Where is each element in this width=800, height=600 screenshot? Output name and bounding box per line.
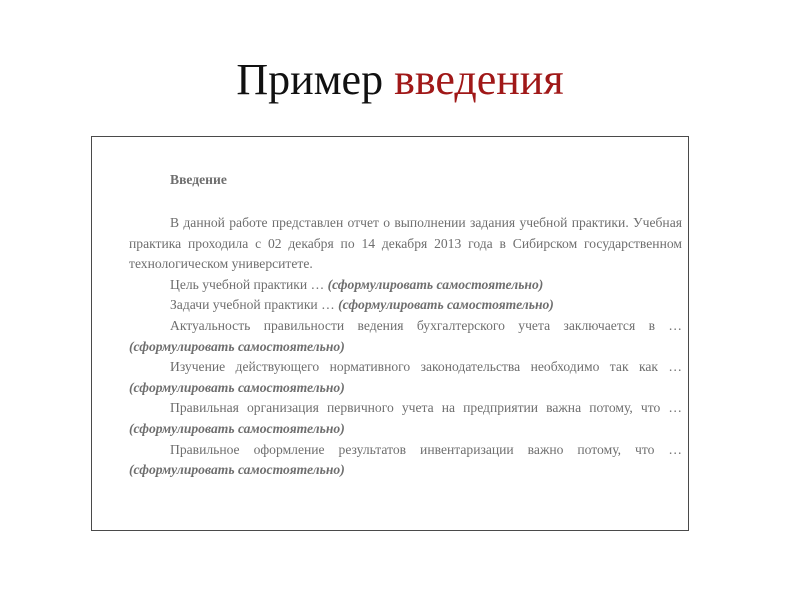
paragraph-goal [129, 275, 682, 295]
paragraph-tasks [129, 295, 682, 315]
paragraph-primary-accounting [129, 398, 682, 439]
paragraph-text: В данной работе представлен отчет о выполнении задания учебной практики. Учебная практика проходила с 02 декабря по 14 декабря 2013 года в Сибирском государственном технологическом университете. [129, 215, 682, 271]
document-frame [91, 136, 689, 531]
paragraph-intro [129, 213, 682, 274]
paragraph-text: Цель учебной практики … [170, 276, 328, 292]
paragraph-note: (сформулировать самостоятельно) [129, 338, 345, 354]
paragraph-inventory [129, 440, 682, 481]
document-heading: Введение [170, 172, 227, 187]
paragraph-note: (сформулировать самостоятельно) [338, 297, 554, 313]
slide-title-accent: введения [394, 55, 564, 104]
paragraph-legislation [129, 357, 682, 398]
document-body [129, 170, 682, 480]
paragraph-note: (сформулировать самостоятельно) [129, 420, 345, 436]
paragraph-text: Актуальность правильности ведения бухгалтерского учета заключается в … [170, 318, 682, 334]
paragraph-text: Правильная организация первичного учета на предприятии важна потому, что … [170, 400, 682, 416]
paragraph-relevance [129, 316, 682, 357]
paragraph-text: Изучение действующего нормативного законодательства необходимо так как … [170, 359, 682, 375]
paragraph-text: Задачи учебной практики … [170, 297, 339, 313]
paragraph-note: (сформулировать самостоятельно) [327, 276, 544, 292]
paragraph-note: (сформулировать самостоятельно) [129, 379, 345, 395]
slide-title [0, 52, 800, 108]
paragraph-note: (сформулировать самостоятельно) [129, 461, 345, 477]
slide-title-main: Пример [236, 55, 395, 104]
paragraph-text: Правильное оформление результатов инвентаризации важно потому, что … [170, 441, 682, 457]
